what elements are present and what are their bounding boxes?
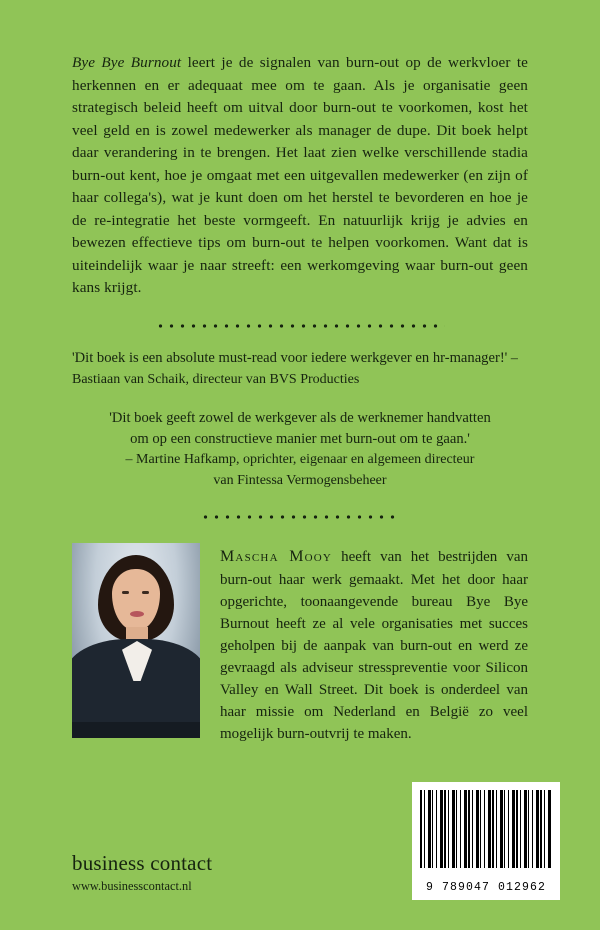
- barcode-isbn: 9 789047 012962: [425, 881, 547, 894]
- photo-base-shadow: [72, 722, 200, 738]
- barcode: [412, 782, 560, 900]
- quote-2-body: [72, 408, 528, 491]
- quote-2-line-1: 'Dit boek geeft zowel de werkgever als de werknemer handvatten: [109, 410, 491, 427]
- author-section: [0, 539, 600, 745]
- quote-1-text: 'Dit boek is een absolute must-read voor iedere werkgever en hr-manager!': [72, 349, 508, 366]
- dot-divider-dots-2: [200, 515, 400, 519]
- book-blurb-text: leert je de signalen van burn-out op de werkvloer te herkennen en er adequaat mee om te gaan. Als je organisatie geen strategisch beleid heeft om uitval door burn-out te voorkomen, kost het veel geld en is zowel medewerker als manager de dupe. Dit boek helpt daar verandering in te brengen. Het laat zien welke verschillende stadia burn-out kent, hoe je omgaat met een uitgevallen medewerker (en zijn of haar collega's), wat je kunt doen om het herstel te bevorderen en hoe je de re-integratie het beste vormgeeft. En natuurlijk krijg je advies en bewezen effectieve tips om burn-out te helpen voorkomen. Want dat is uiteindelijk waar je naar streeft: een werkomgeving waar burn-out geen kans krijgt.: [72, 54, 528, 296]
- book-title-italic: Bye Bye Burnout: [72, 54, 182, 71]
- book-blurb: [72, 52, 528, 300]
- photo-eye-left: [122, 591, 129, 594]
- quote-1-attribution: – Bastiaan van Schaik, directeur van BVS Producties: [72, 350, 518, 387]
- cover-footer: [0, 782, 600, 930]
- author-bio: [220, 543, 528, 745]
- quote-2: [72, 408, 528, 491]
- author-photo: [72, 543, 200, 738]
- photo-eye-right: [142, 591, 149, 594]
- quote-1: [72, 348, 528, 391]
- publisher-website: www.businesscontact.nl: [72, 879, 192, 893]
- dot-divider-1: [72, 322, 528, 330]
- photo-lips: [130, 611, 144, 617]
- quote-2-line-4: van Fintessa Vermogensbeheer: [213, 472, 387, 488]
- barcode-bars: [420, 790, 552, 868]
- quote-2-line-2: om op een constructieve manier met burn-out om te gaan.': [130, 431, 470, 448]
- dot-divider-2: [72, 513, 528, 521]
- dot-divider-dots: [155, 324, 445, 328]
- author-bio-text: heeft van het bestrijden van burn-out haar werk gemaakt. Met het door haar opgerichte, toonaangevende bureau Bye Bye Burnout heeft ze al vele organisaties met succes geholpen bij de aanpak van burn-out en werd ze gevraagd als adviseur stresspreventie voor Silicon Valley en Wall Street. Dit boek is onderdeel van haar missie om Nederland en België zo veel mogelijk burn-outvrij te maken.: [220, 549, 528, 742]
- quote-2-line-3: – Martine Hafkamp, oprichter, eigenaar en algemeen directeur: [125, 452, 475, 468]
- author-name: Mascha Mooy: [220, 548, 333, 565]
- publisher-block: [72, 851, 212, 900]
- publisher-name: business contact: [72, 851, 213, 875]
